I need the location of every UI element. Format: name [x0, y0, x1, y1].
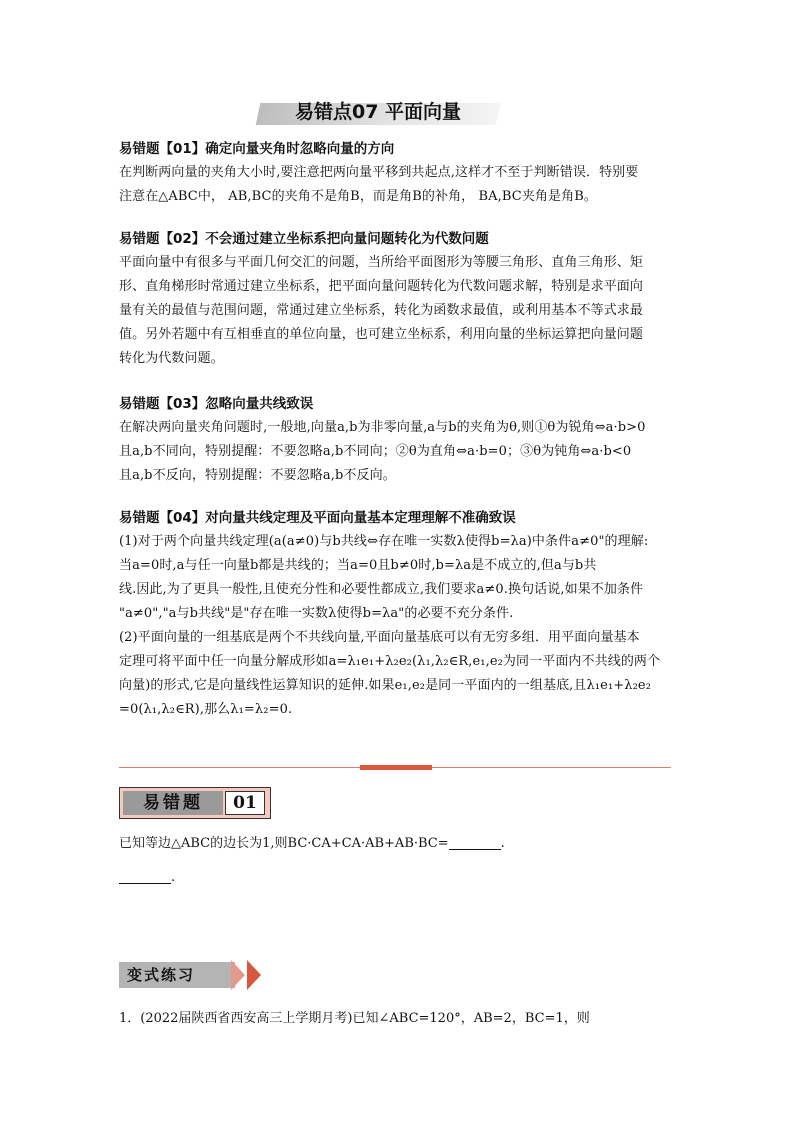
- answer-blank: [119, 871, 171, 884]
- section-line: 在判断两向量的夹角大小时,要注意把两向量平移到共起点,这样才不至于判断错误．特别要: [119, 165, 639, 180]
- section-line: 转化为代数问题。: [119, 351, 224, 366]
- example-answer-line: [119, 866, 679, 890]
- section-line: 值。另外若题中有互相垂直的单位向量，也可建立坐标系，利用向量的坐标运算把向量问题: [119, 327, 644, 342]
- section-02: [119, 228, 679, 371]
- section-line: 注意在△ABC中， AB,BC的夹角不是角B，而是角B的补角， BA,BC夹角是角B。: [119, 189, 597, 204]
- section-heading: 易错题【04】对向量共线定理及平面向量基本定理理解不准确致误: [119, 510, 516, 526]
- banner-label: 变式练习: [119, 962, 235, 988]
- section-line: 量有关的最值与范围问题，常通过建立坐标系，转化为函数求最值，或利用基本不等式求最: [119, 303, 644, 318]
- example-tail: .: [171, 870, 176, 885]
- section-line: (2)平面向量的一组基底是两个不共线向量,平面向量基底可以有无穷多组．用平面向量基本: [119, 630, 640, 645]
- section-line: 当a=0时,a与任一向量b都是共线的；当a=0且b≠0时,b=λa是不成立的,但a与b共: [119, 558, 597, 573]
- section-line: (1)对于两个向量共线定理(a(a≠0)与b共线⇔存在唯一实数λ使得b=λa)中条件a≠0"的理解:: [119, 534, 649, 549]
- example-question: [119, 832, 679, 856]
- divider-accent: [360, 765, 432, 770]
- section-03: [119, 393, 679, 488]
- section-line: =0(λ₁,λ₂∈R),那么λ₁=λ₂=0.: [119, 702, 293, 717]
- section-line: 且a,b不同向，特别提醒：不要忽略a,b不同向；②θ为直角⇔a·b=0；③θ为钝角⇔a·b<0: [119, 444, 632, 459]
- section-line: 在解决两向量夹角问题时,一般地,向量a,b为非零向量,a与b的夹角为θ,则①θ为锐角⇔a·b>0: [119, 420, 646, 435]
- section-01: [119, 138, 679, 209]
- section-line: 且a,b不反向，特别提醒：不要忽略a,b不反向。: [119, 468, 396, 483]
- section-line: 形、直角梯形时常通过建立坐标系，把平面向量问题转化为代数问题求解，特别是求平面向: [119, 279, 644, 294]
- section-heading: 易错题【03】忽略向量共线致误: [119, 396, 314, 412]
- answer-blank: [449, 837, 501, 850]
- exercise-question: [119, 1007, 679, 1031]
- exercise-banner: [119, 960, 269, 992]
- section-04: [119, 507, 679, 722]
- question-badge: [119, 787, 271, 819]
- example-tail: .: [500, 836, 505, 851]
- section-line: 定理可将平面中任一向量分解成形如a=λ₁e₁+λ₂e₂(λ₁,λ₂∈R,e₁,e₂为同一平面内不共线的两个: [119, 654, 661, 669]
- section-heading: 易错题【01】确定向量夹角时忽略向量的方向: [119, 141, 395, 157]
- exercise-text: 1．(2022届陕西省西安高三上学期月考)已知∠ABC=120°，AB=2，BC=1，则: [119, 1011, 590, 1026]
- section-line: 线.因此,为了更具一般性,且使充分性和必要性都成立,我们要求a≠0.换句话说,如果不加条件: [119, 582, 644, 597]
- page-title: 易错点07 平面向量: [294, 101, 462, 123]
- badge-number: 01: [225, 791, 265, 815]
- chevron-right-icon: [231, 960, 245, 990]
- section-line: "a≠0","a与b共线"是"存在唯一实数λ使得b=λa"的必要不充分条件.: [119, 606, 514, 621]
- chevron-right-icon: [247, 960, 261, 990]
- section-heading: 易错题【02】不会通过建立坐标系把向量问题转化为代数问题: [119, 231, 489, 247]
- section-line: 平面向量中有很多与平面几何交汇的问题，当所给平面图形为等腰三角形、直角三角形、矩: [119, 255, 644, 270]
- section-line: 向量)的形式,它是向量线性运算知识的延伸.如果e₁,e₂是同一平面内的一组基底,且λ₁e₁+λ₂e₂: [119, 678, 652, 693]
- example-text: 已知等边△ABC的边长为1,则BC·CA+CA·AB+AB·BC=: [119, 836, 449, 851]
- badge-label: 易错题: [123, 791, 223, 815]
- title-block: [258, 93, 498, 127]
